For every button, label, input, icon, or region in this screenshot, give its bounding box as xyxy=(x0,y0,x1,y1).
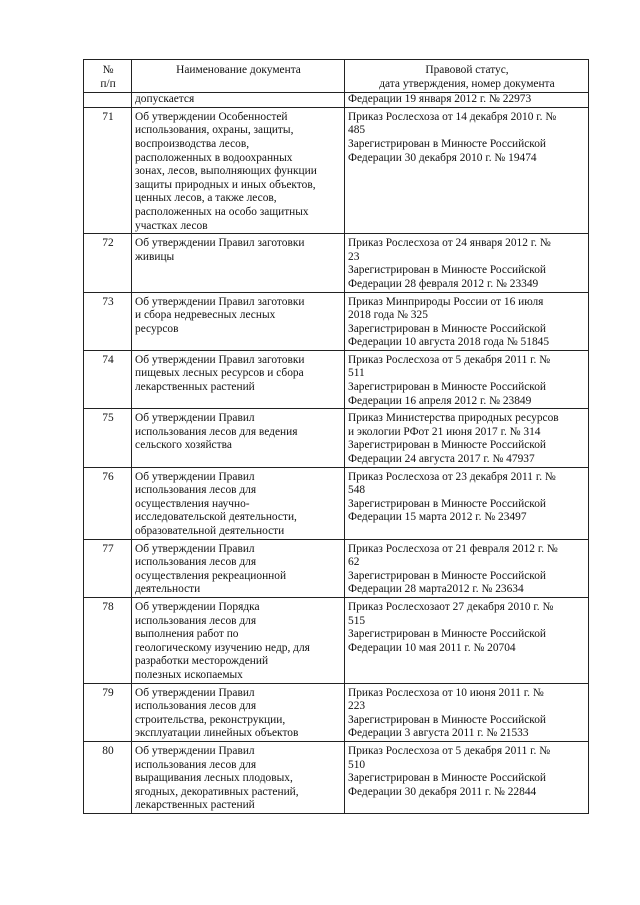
legal-status-line: 223 xyxy=(348,700,366,713)
document-name-line: ягодных, декоративных растений, xyxy=(135,785,299,798)
legal-status-line: 485 xyxy=(348,124,366,137)
row-number xyxy=(84,93,132,108)
document-name-cell xyxy=(132,292,345,350)
table-row xyxy=(84,467,589,539)
row-number: 78 xyxy=(84,597,132,683)
row-number: 79 xyxy=(84,683,132,741)
document-name-line: деятельности xyxy=(135,583,201,596)
legal-status-cell xyxy=(345,467,589,539)
table-row xyxy=(84,93,589,108)
legal-status-cell xyxy=(345,409,589,467)
document-name-cell xyxy=(132,467,345,539)
document-name-line: выполнения работ по xyxy=(135,628,239,641)
table-row xyxy=(84,292,589,350)
document-name-line: лекарственных растений xyxy=(135,381,255,394)
legal-status-line: Федерации 28 марта2012 г. № 23634 xyxy=(348,583,524,596)
row-number: 74 xyxy=(84,350,132,408)
document-name-line: пищевых лесных ресурсов и сбора xyxy=(135,367,304,380)
legal-status-line: 511 xyxy=(348,367,365,380)
document-name-line: расположенных в водоохранных xyxy=(135,151,293,164)
document-name-line: использования, охраны, защиты, xyxy=(135,124,294,137)
document-name-cell xyxy=(132,107,345,233)
document-name-line: использования лесов для xyxy=(135,556,257,569)
legal-status-line: Приказ Рослесхоза от 14 декабря 2010 г. № xyxy=(348,110,557,123)
legal-status-line: Федерации 30 декабря 2010 г. № 19474 xyxy=(348,151,537,164)
document-name-line: зонах, лесов, выполняющих функции xyxy=(135,165,317,178)
legal-status-line: 23 xyxy=(348,250,360,263)
legal-status-line: Федерации 15 марта 2012 г. № 23497 xyxy=(348,511,527,524)
document-name-line: использования лесов для xyxy=(135,614,257,627)
legal-status-line: и экологии РФот 21 июня 2017 г. № 314 xyxy=(348,425,541,438)
legal-status-cell xyxy=(345,741,589,813)
table-header-row xyxy=(84,60,589,93)
legal-status-line: Зарегистрирован в Минюсте Российской xyxy=(348,628,546,641)
header-legal-status-line: дата утверждения, номер документа xyxy=(379,77,555,90)
row-number: 75 xyxy=(84,409,132,467)
document-name-line: допускается xyxy=(135,93,195,106)
table-row xyxy=(84,107,589,233)
legal-status-line: Зарегистрирован в Минюсте Российской xyxy=(348,569,546,582)
document-name-line: лекарственных растений xyxy=(135,799,255,812)
legal-status-line: Приказ Минприроды России от 16 июля xyxy=(348,295,544,308)
document-name-line: Об утверждении Особенностей xyxy=(135,110,288,123)
document-name-cell xyxy=(132,350,345,408)
table-row xyxy=(84,409,589,467)
document-name-line: осуществления научно- xyxy=(135,497,250,510)
legal-status-cell xyxy=(345,234,589,292)
document-name-cell xyxy=(132,597,345,683)
document-name-line: использования лесов для xyxy=(135,700,257,713)
header-document-name-line: Наименование документа xyxy=(176,64,301,76)
document-name-line: участках лесов xyxy=(135,219,208,232)
legal-status-cell xyxy=(345,683,589,741)
document-name-line: использования лесов для xyxy=(135,758,257,771)
document-name-line: строительства, реконструкции, xyxy=(135,713,286,726)
document-name-line: защиты природных и иных объектов, xyxy=(135,178,316,191)
legal-status-cell xyxy=(345,539,589,597)
document-name-cell xyxy=(132,683,345,741)
legal-status-line: Приказ Рослесхоза от 10 июня 2011 г. № xyxy=(348,686,544,699)
documents-table xyxy=(83,59,589,814)
row-number: 73 xyxy=(84,292,132,350)
document-name-line: осуществления рекреационной xyxy=(135,569,287,582)
legal-status-line: 510 xyxy=(348,758,366,771)
document-name-cell xyxy=(132,741,345,813)
legal-status-cell xyxy=(345,350,589,408)
legal-status-line: Зарегистрирован в Минюсте Российской xyxy=(348,381,546,394)
document-name-cell xyxy=(132,234,345,292)
legal-status-line: Федерации 10 мая 2011 г. № 20704 xyxy=(348,641,516,654)
document-name-line: Об утверждении Правил заготовки xyxy=(135,237,305,250)
table-row xyxy=(84,350,589,408)
legal-status-cell xyxy=(345,597,589,683)
document-name-line: расположенных на особо защитных xyxy=(135,205,309,218)
legal-status-line: Приказ Рослесхоза от 24 января 2012 г. № xyxy=(348,237,551,250)
document-name-line: выращивания лесных плодовых, xyxy=(135,772,293,785)
document-name-line: и сбора недревесных лесных xyxy=(135,309,276,322)
document-name-line: полезных ископаемых xyxy=(135,668,243,681)
legal-status-line: Зарегистрирован в Минюсте Российской xyxy=(348,772,546,785)
document-name-line: Об утверждении Порядка xyxy=(135,600,260,613)
legal-status-line: Зарегистрирован в Минюсте Российской xyxy=(348,497,546,510)
legal-status-cell xyxy=(345,107,589,233)
header-legal-status xyxy=(345,60,589,93)
document-name-line: сельского хозяйства xyxy=(135,439,232,452)
document-name-line: использования лесов для xyxy=(135,484,257,497)
header-number xyxy=(84,60,132,93)
header-number-line: № xyxy=(102,64,114,76)
legal-status-line: Федерации 28 февраля 2012 г. № 23349 xyxy=(348,277,539,290)
legal-status-line: 548 xyxy=(348,484,366,497)
legal-status-cell xyxy=(345,292,589,350)
legal-status-line: Федерации 16 апреля 2012 г. № 23849 xyxy=(348,394,532,407)
table-row xyxy=(84,741,589,813)
document-name-line: эксплуатации линейных объектов xyxy=(135,727,299,740)
legal-status-line: Федерации 30 декабря 2011 г. № 22844 xyxy=(348,785,537,798)
document-name-line: воспроизводства лесов, xyxy=(135,137,250,150)
legal-status-line: 62 xyxy=(348,556,360,569)
table-row xyxy=(84,234,589,292)
legal-status-line: Приказ Рослесхозаот 27 декабря 2010 г. № xyxy=(348,600,554,613)
legal-status-line: Федерации 3 августа 2011 г. № 21533 xyxy=(348,727,529,740)
document-name-line: живицы xyxy=(135,250,175,263)
legal-status-line: Приказ Рослесхоза от 5 декабря 2011 г. № xyxy=(348,744,551,757)
document-name-line: Об утверждении Правил xyxy=(135,744,255,757)
row-number: 77 xyxy=(84,539,132,597)
legal-status-line: Приказ Министерства природных ресурсов xyxy=(348,412,559,425)
table-row xyxy=(84,597,589,683)
legal-status-line: Зарегистрирован в Минюсте Российской xyxy=(348,137,546,150)
document-name-line: разработки месторождений xyxy=(135,655,269,668)
document-name-line: Об утверждении Правил xyxy=(135,686,255,699)
legal-status-line: Федерации 10 августа 2018 года № 51845 xyxy=(348,336,550,349)
document-name-cell xyxy=(132,409,345,467)
legal-status-line: Приказ Рослесхоза от 23 декабря 2011 г. № xyxy=(348,470,556,483)
legal-status-line: Зарегистрирован в Минюсте Российской xyxy=(348,713,546,726)
header-document-name xyxy=(132,60,345,93)
row-number: 72 xyxy=(84,234,132,292)
legal-status-line: Зарегистрирован в Минюсте Российской xyxy=(348,322,546,335)
header-number-line: п/п xyxy=(100,77,116,90)
header-legal-status-line: Правовой статус, xyxy=(425,64,509,76)
table-row xyxy=(84,539,589,597)
document-name-line: Об утверждении Правил xyxy=(135,412,255,425)
legal-status-cell xyxy=(345,93,589,108)
document-name-cell xyxy=(132,539,345,597)
document-name-cell xyxy=(132,93,345,108)
document-name-line: образовательной деятельности xyxy=(135,525,285,537)
document-name-line: ресурсов xyxy=(135,322,179,335)
document-name-line: ценных лесов, а также лесов, xyxy=(135,192,277,205)
table-row xyxy=(84,683,589,741)
document-name-line: Об утверждении Правил xyxy=(135,470,255,483)
legal-status-line: Приказ Рослесхоза от 21 февраля 2012 г. № xyxy=(348,542,558,555)
legal-status-line: Зарегистрирован в Минюсте Российской xyxy=(348,439,546,452)
legal-status-line: Приказ Рослесхоза от 5 декабря 2011 г. № xyxy=(348,353,551,366)
document-name-line: Об утверждении Правил xyxy=(135,542,255,555)
legal-status-line: Федерации 24 августа 2017 г. № 47937 xyxy=(348,453,535,466)
legal-status-line: 2018 года № 325 xyxy=(348,309,428,322)
row-number: 80 xyxy=(84,741,132,813)
table-body xyxy=(84,93,589,814)
document-name-line: геологическому изучению недр, для xyxy=(135,641,310,654)
document-name-line: Об утверждении Правил заготовки xyxy=(135,295,305,308)
legal-status-line: 515 xyxy=(348,614,366,627)
legal-status-line: Зарегистрирован в Минюсте Российской xyxy=(348,264,546,277)
legal-status-line: Федерации 19 января 2012 г. № 22973 xyxy=(348,93,532,106)
row-number: 71 xyxy=(84,107,132,233)
document-name-line: Об утверждении Правил заготовки xyxy=(135,353,305,366)
document-name-line: исследовательской деятельности, xyxy=(135,511,297,524)
document-name-line: использования лесов для ведения xyxy=(135,425,298,438)
row-number: 76 xyxy=(84,467,132,539)
